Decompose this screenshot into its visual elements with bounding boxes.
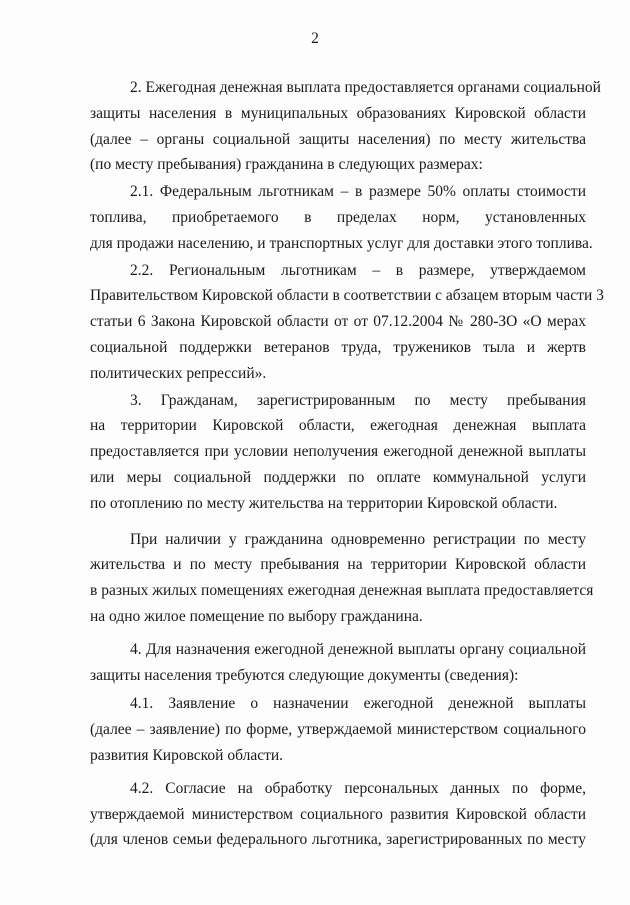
text-line: (по месту пребывания) гражданина в следующих размерах: <box>90 156 483 174</box>
text-line: по отоплению по месту жительства на территории Кировской области. <box>90 494 558 512</box>
text-line: жительства и по месту пребывания на территории Кировской области <box>90 556 586 574</box>
text-line: топлива, приобретаемого в пределах норм, установленных <box>90 208 586 226</box>
text-line: 4.2. Согласие на обработку персональных данных по форме, <box>130 779 586 797</box>
text-line: 4. Для назначения ежегодной денежной выплаты органу социальной <box>130 640 586 658</box>
text-line: 2.1. Федеральным льготникам – в размере 50% оплаты стоимости <box>130 183 586 201</box>
text-line: предоставляется при условии неполучения ежегодной денежной выплаты <box>90 443 586 461</box>
paragraph-2-1 <box>90 179 593 256</box>
text-line: в разных жилых помещениях ежегодная денежная выплата предоставляется <box>90 582 594 600</box>
text-line: статьи 6 Закона Кировской области от от 07.12.2004 № 280-ЗО «О мерах <box>90 313 586 331</box>
text-line: При наличии у гражданина одновременно регистрации по месту <box>130 530 586 548</box>
text-line: (далее – органы социальной защиты населения) по месту жительства <box>90 130 586 148</box>
text-line: или меры социальной поддержки по оплате коммунальной услуги <box>90 468 586 486</box>
text-line: Правительством Кировской области в соответствии с абзацем вторым части 3 <box>90 287 604 305</box>
text-line: на территории Кировской области, ежегодная денежная выплата <box>90 417 586 435</box>
paragraph-3-continued <box>90 527 594 630</box>
text-line: для продажи населению, и транспортных услуг для доставки этого топлива. <box>90 234 593 252</box>
paragraph-4 <box>90 637 586 689</box>
text-line: 3. Гражданам, зарегистрированным по месту пребывания <box>130 391 586 409</box>
text-line: социальной поддержки ветеранов труда, тружеников тыла и жертв <box>90 338 586 356</box>
paragraph-4-2 <box>90 776 586 853</box>
text-line: 2. Ежегодная денежная выплата предоставляется органами социальной <box>130 79 601 96</box>
document-body <box>90 75 604 853</box>
paragraph-2-2 <box>90 258 604 387</box>
text-line: защиты населения требуются следующие документы (сведения): <box>90 666 519 684</box>
paragraph-2 <box>90 75 601 178</box>
page-number: 2 <box>311 30 319 47</box>
paragraph-4-1 <box>90 691 586 768</box>
text-line: (для членов семьи федерального льготника, зарегистрированных по месту <box>90 831 586 849</box>
text-line: утверждаемой министерством социального развития Кировской области <box>90 805 586 823</box>
text-line: на одно жилое помещение по выбору гражданина. <box>90 607 423 625</box>
text-line: 2.2. Региональным льготникам – в размере, утверждаемом <box>130 261 586 279</box>
text-line: (далее – заявление) по форме, утверждаемой министерством социального <box>90 721 586 739</box>
text-line: 4.1. Заявление о назначении ежегодной денежной выплаты <box>130 695 586 713</box>
text-line: развития Кировской области. <box>90 746 284 764</box>
text-line: защиты населения в муниципальных образованиях Кировской области <box>90 104 586 122</box>
text-line: политических репрессий». <box>90 364 267 382</box>
paragraph-3 <box>90 388 586 517</box>
